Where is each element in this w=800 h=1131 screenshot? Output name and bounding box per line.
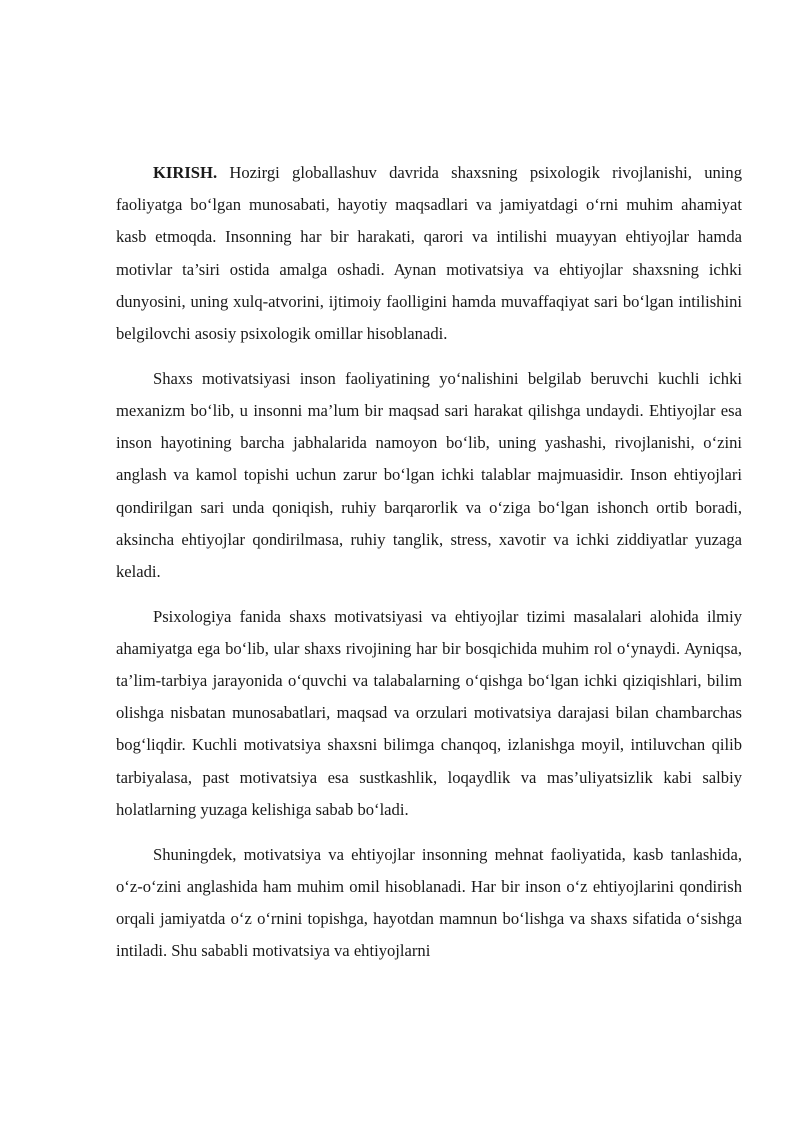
paragraph-work-activity: Shuningdek, motivatsiya va ehtiyojlar insonning mehnat faoliyatida, kasb tanlashida, o‘z-o‘zini anglashida ham muhim omil hisoblanadi. Har bir inson o‘z ehtiyojlarini qondirish orqali jamiyatda o‘z o‘rnini topishga, hayotdan mamnun bo‘lishga va shaxs sifatida o‘sishga intiladi. Shu sababli motivatsiya va ehtiyojlarni <box>116 844 742 961</box>
document-page <box>116 157 742 980</box>
section-heading-kirish: KIRISH. <box>153 163 218 182</box>
paragraph-introduction <box>116 157 742 350</box>
paragraph-motivation-mechanism: Shaxs motivatsiyasi inson faoliyatining yo‘nalishini belgilab beruvchi kuchli ichki mexanizm bo‘lib, u insonni ma’lum bir maqsad sari harakat qilishga undaydi. Ehtiyojlar esa inson hayotining barcha jabhalarida namoyon bo‘lib, uning yashashi, rivojlanishi, o‘zini anglash va kamol topishi uchun zarur bo‘lgan ichki talablar majmuasidir. Inson ehtiyojlari qondirilgan sari unda qoniqish, ruhiy barqarorlik va o‘ziga bo‘lgan ishonch ortib boradi, aksincha ehtiyojlar qondirilmasa, ruhiy tanglik, stress, xavotir va ichki ziddiyatlar yuzaga keladi. <box>116 368 742 581</box>
paragraph-text: Hozirgi globallashuv davrida shaxsning psixologik rivojlanishi, uning faoliyatga bo‘lgan munosabati, hayotiy maqsadlari va jamiyatdagi o‘rni muhim ahamiyat kasb etmoqda. Insonning har bir harakati, qarori va intilishi muayyan ehtiyojlar hamda motivlar ta’siri ostida amalga oshadi. Aynan motivatsiya va ehtiyojlar shaxsning ichki dunyosini, uning xulq-atvorini, ijtimoiy faolligini hamda muvaffaqiyat sari bo‘lgan intilishini belgilovchi asosiy psixologik omillar hisoblanadi. <box>116 163 742 344</box>
paragraph-psychology-science: Psixologiya fanida shaxs motivatsiyasi va ehtiyojlar tizimi masalalari alohida ilmiy ahamiyatga ega bo‘lib, ular shaxs rivojining har bir bosqichida muhim rol o‘ynaydi. Ayniqsa, ta’lim-tarbiya jarayonida o‘quvchi va talabalarning o‘qishga bo‘lgan ichki qiziqishlari, bilim olishga nisbatan munosabatlari, maqsad va orzulari motivatsiya darajasi bilan chambarchas bog‘liqdir. Kuchli motivatsiya shaxsni bilimga chanqoq, izlanishga moyil, intiluvchan qilib tarbiyalasa, past motivatsiya esa sustkashlik, loqaydlik va mas’uliyatsizlik kabi salbiy holatlarning yuzaga kelishiga sabab bo‘ladi. <box>116 606 742 819</box>
